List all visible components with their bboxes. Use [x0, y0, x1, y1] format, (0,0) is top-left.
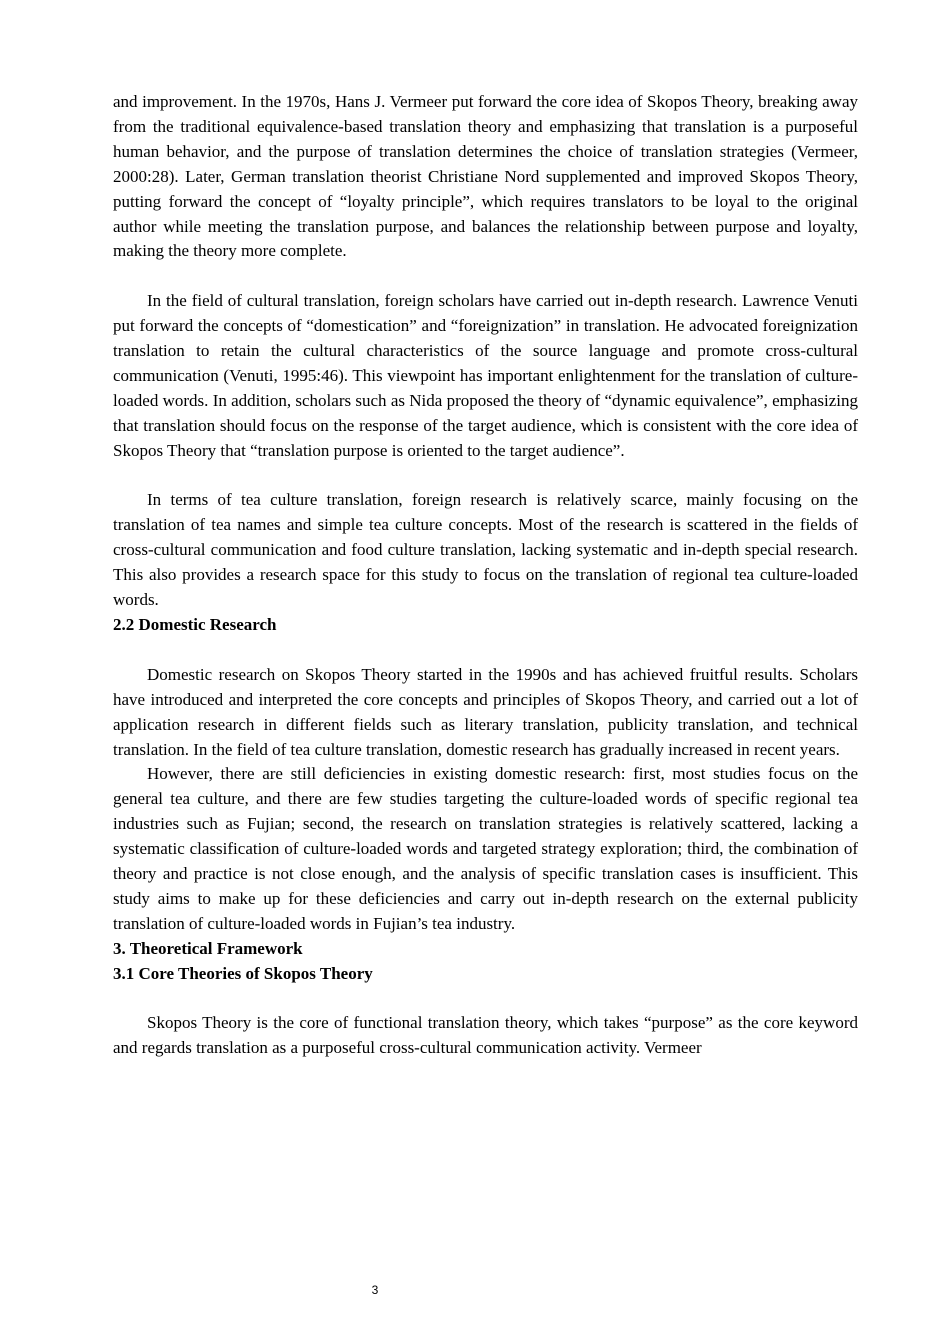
section-heading-theoretical-framework: 3. Theoretical Framework — [113, 938, 303, 958]
body-paragraph-domestic-research: Domestic research on Skopos Theory started in the 1990s and has achieved fruitful results. Scholars have introduced and interpreted the core concepts and principles of Skopos Theory, and carried out a lot of application research in different fields such as literary translation, publicity translation, and technical translation. In the field of tea culture translation, domestic research has gradually increased in recent years. — [113, 664, 858, 759]
body-paragraph-deficiencies: However, there are still deficiencies in existing domestic research: first, most studies focus on the general tea culture, and there are few studies targeting the culture-loaded words of specific regional tea industries such as Fujian; second, the research on translation strategies is relatively scattered, lacking a systematic classification of culture-loaded words and targeted strategy exploration; third, the combination of theory and practice is not close enough, and the analysis of specific translation cases is insufficient. This study aims to make up for these deficiencies and carry out in-depth research on the external publicity translation of culture-loaded words in Fujian’s tea industry. — [113, 764, 858, 933]
body-paragraph-cultural-translation: In the field of cultural translation, foreign scholars have carried out in-depth research. Lawrence Venuti put forward the concepts of “domestication” and “foreignization” in translation. He advocated foreignization translation to retain the cultural characteristics of the source language and promote cross-cultural communication (Venuti, 1995:46). This viewpoint has important enlightenment for the translation of culture-loaded words. In addition, scholars such as Nida proposed the theory of “dynamic equivalence”, emphasizing that translation should focus on the response of the target audience, which is consistent with the core idea of Skopos Theory that “translation purpose is oriented to the target audience”. — [113, 291, 858, 460]
page-number: 3 — [371, 1283, 379, 1297]
body-paragraph-skopos-core: Skopos Theory is the core of functional translation theory, which takes “purpose” as the core keyword and regards translation as a purposeful cross-cultural communication activity. Vermeer — [113, 1013, 858, 1058]
body-paragraph-tea-culture-translation: In terms of tea culture translation, foreign research is relatively scarce, mainly focusing on the translation of tea names and simple tea culture concepts. Most of the research is scattered in the fields of cross-cultural communication and food culture translation, lacking systematic and in-depth special research. This also provides a research space for this study to focus on the translation of regional tea culture-loaded words. — [113, 490, 858, 610]
body-paragraph-continuation: and improvement. In the 1970s, Hans J. Vermeer put forward the core idea of Skopos Theory, breaking away from the traditional equivalence-based translation theory and emphasizing that translation is a purposeful human behavior, and the purpose of translation determines the choice of translation strategies (Vermeer, 2000:28). Later, German translation theorist Christiane Nord supplemented and improved Skopos Theory, putting forward the concept of “loyalty principle”, which requires translators to be loyal to the original author while meeting the translation purpose, and balances the relationship between purpose and loyalty, making the theory more complete. — [113, 92, 858, 261]
section-heading-domestic-research: 2.2 Domestic Research — [113, 615, 277, 634]
section-heading-core-theories: 3.1 Core Theories of Skopos Theory — [113, 963, 373, 983]
document-page — [113, 90, 858, 1061]
